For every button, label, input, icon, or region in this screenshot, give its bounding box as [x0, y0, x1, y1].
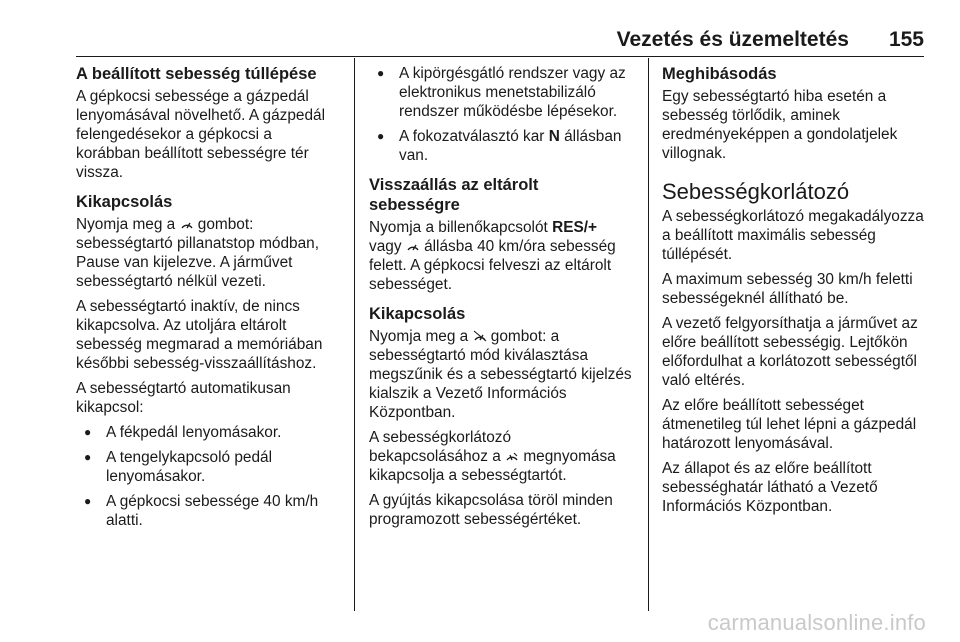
paragraph-fault: Egy sebességtartó hiba esetén a sebesség törlődik, aminek eredményeképpen a gondolatjelek villognak. [662, 88, 898, 162]
paragraph-limiter-3: A vezető felgyorsíthatja a járművet az előre beállított sebességig. Lejtőkön előfordulhat a korlátozott sebességtől való eltérés. [662, 315, 918, 389]
paragraph-limiter-on [369, 428, 633, 485]
column-1 [76, 64, 340, 536]
paragraph-ignition: A gyújtás kikapcsolása töröl minden programozott sebességértéket. [369, 492, 613, 528]
auto-off-list [76, 423, 340, 530]
text-part: vagy [369, 238, 402, 255]
auto-off-list-continued [369, 64, 633, 165]
paragraph-switch-off-2 [369, 327, 633, 422]
column-divider-2 [648, 58, 649, 611]
text-part: gombot: sebességtartó pillanatstop módban, Pause van kijelezve. A járművet sebességtartó nélkül vezeti. [76, 216, 319, 290]
text-part: Nyomja meg a [76, 216, 176, 233]
text-part: Nyomja a billenőkapcsolót [369, 219, 548, 236]
paragraph-inactive: A sebességtartó inaktív, de nincs kikapcsolva. Az utoljára eltárolt sebesség megmarad a memóriában későbbi sebesség-visszaállításhoz. [76, 298, 323, 372]
paragraph-limiter-4: Az előre beállított sebességet átmenetileg túl lehet lépni a gázpedál határozott lenyomásával. [662, 397, 917, 452]
column-2 [369, 64, 633, 535]
header-title: Vezetés és üzemeltetés [616, 28, 849, 51]
text-part: állásba 40 km/óra sebesség felett. A gépkocsi felveszi az eltárolt sebességet. [369, 238, 616, 293]
res-switch-label: RES/+ [552, 219, 597, 236]
page-header [617, 28, 924, 52]
heading-switch-off-2: Kikapcsolás [369, 305, 466, 323]
text-part: A fokozatválasztó kar [399, 128, 545, 145]
paragraph-auto-off: A sebességtartó automatikusan kikapcsol: [76, 380, 291, 416]
header-divider [76, 56, 924, 57]
list-item: ● A tengelykapcsoló pedál lenyomásakor. [76, 448, 340, 486]
gear-position-n: N [548, 128, 560, 145]
heading-fault: Meghibásodás [662, 65, 777, 83]
list-item: ● A kipörgésgátló rendszer vagy az elektronikus menetstabilizáló rendszer működésbe lépésekor. [369, 64, 633, 121]
cruise-control-icon [406, 240, 420, 252]
text-part: megnyomása kikapcsolja a sebességtartót. [369, 448, 616, 484]
text-part: gombot: a sebességtartó mód kiválasztása megszűnik és a sebességtartó kijelzés kialszik a Vezető Információs Központban. [369, 328, 632, 421]
text-part: A sebességkorlátozó bekapcsolásához a [369, 429, 512, 465]
watermark: carmanualsonline.info [707, 610, 926, 635]
heading-switch-off: Kikapcsolás [76, 193, 173, 211]
cruise-control-icon [180, 218, 194, 230]
cruise-off-icon [473, 330, 487, 342]
column-3 [662, 64, 926, 522]
paragraph-limiter-5: Az állapot és az előre beállított sebességhatár látható a Vezető Információs Központban. [662, 460, 878, 515]
text-part: állásban van. [399, 128, 622, 164]
speed-limiter-icon [505, 450, 519, 462]
page-number: 155 [888, 28, 924, 51]
column-divider-1 [354, 58, 355, 611]
list-item: ● A gépkocsi sebessége 40 km/h alatti. [76, 492, 340, 530]
paragraph-restore [369, 218, 633, 294]
paragraph-limiter-2: A maximum sebesség 30 km/h feletti sebességeknél állítható be. [662, 271, 913, 307]
heading-restore: Visszaállás az eltárolt sebességre [369, 176, 539, 214]
heading-speed-exceed: A beállított sebesség túllépése [76, 65, 317, 83]
paragraph-exceed: A gépkocsi sebessége a gázpedál lenyomásával növelhető. A gázpedál felengedésekor a gépkocsi a korábban beállított sebességre tér vissza. [76, 88, 325, 181]
list-item [369, 127, 633, 165]
heading-speed-limiter: Sebességkorlátozó [662, 179, 850, 204]
list-item: ● A fékpedál lenyomásakor. [76, 423, 340, 442]
paragraph-limiter-1: A sebességkorlátozó megakadályozza a beállított maximális sebesség túllépését. [662, 208, 924, 263]
text-part: Nyomja meg a [369, 328, 469, 345]
paragraph-switch-off [76, 215, 340, 291]
